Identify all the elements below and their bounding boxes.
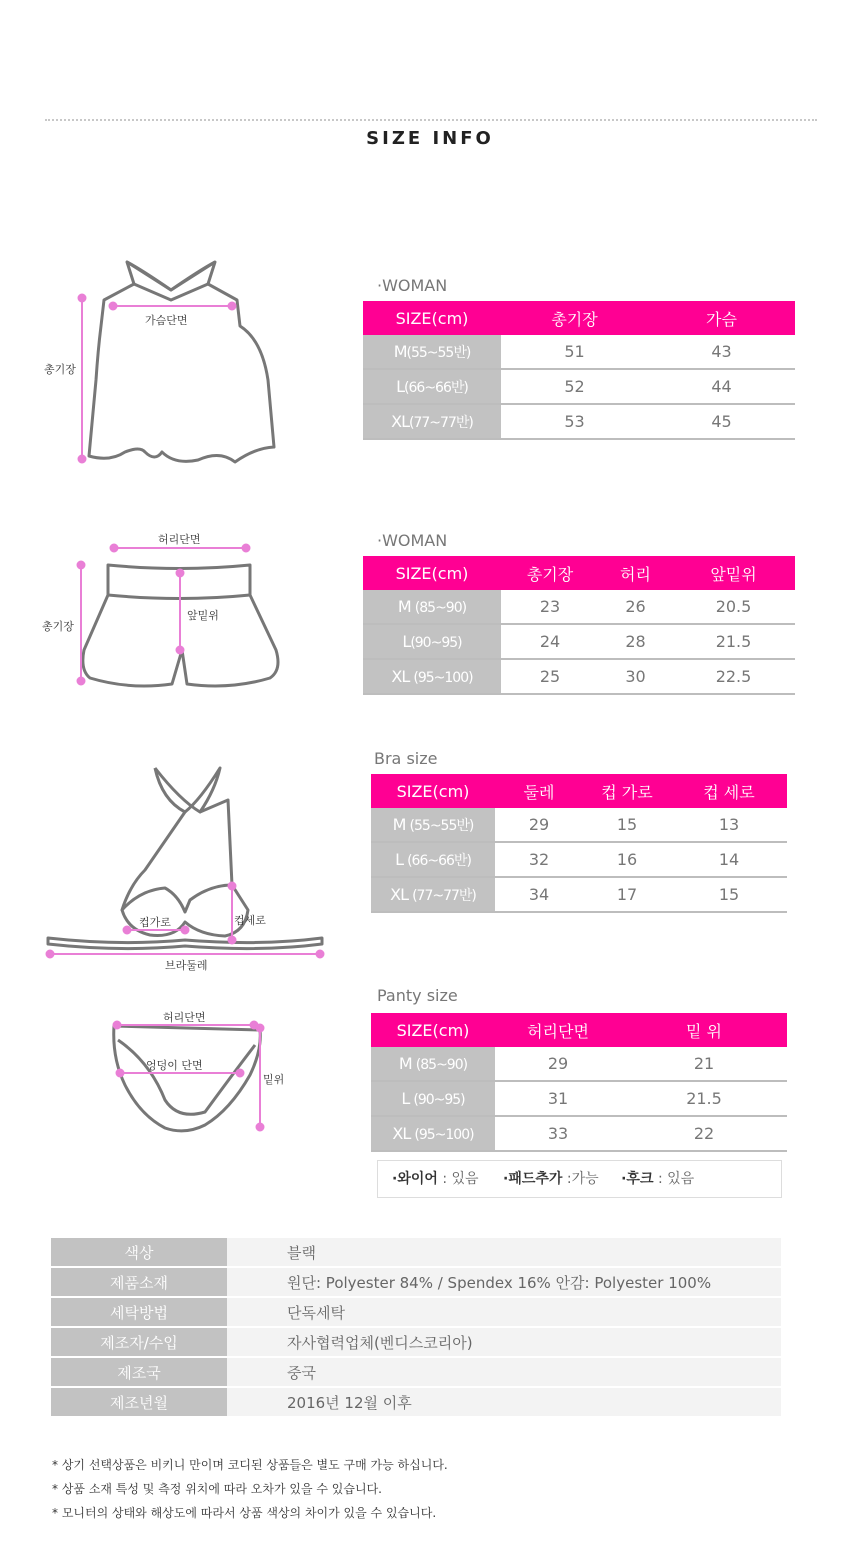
size-table-top <box>363 301 795 440</box>
table-row <box>51 1238 781 1267</box>
value-cell: 16 <box>583 842 671 877</box>
size-table-bra <box>371 774 787 913</box>
value-cell: 43 <box>648 335 795 369</box>
size-label: L(66~66반) <box>363 369 501 404</box>
value-cell: 17 <box>583 877 671 912</box>
value-cell: 31 <box>495 1081 621 1116</box>
value-cell: 22.5 <box>672 659 795 694</box>
value-cell: 29 <box>495 808 583 842</box>
info-value: 2016년 12월 이후 <box>227 1387 781 1417</box>
value-cell: 29 <box>495 1047 621 1081</box>
value-cell: 28 <box>599 624 672 659</box>
table-bra-title: Bra size <box>374 749 438 768</box>
table-header: SIZE(cm) <box>371 1013 495 1047</box>
info-value: 중국 <box>227 1357 781 1387</box>
table-header: 밑 위 <box>621 1013 787 1047</box>
value-cell: 15 <box>583 808 671 842</box>
table-row <box>371 1047 787 1081</box>
table-header: 허리단면 <box>495 1013 621 1047</box>
table-header: SIZE(cm) <box>363 301 501 335</box>
value-cell: 34 <box>495 877 583 912</box>
info-value: 자사협력업체(벤디스코리아) <box>227 1327 781 1357</box>
table-header: 허리 <box>599 556 672 590</box>
info-value: 블랙 <box>227 1238 781 1267</box>
table-header: SIZE(cm) <box>363 556 501 590</box>
note-line: * 상품 소재 특성 및 측정 위치에 따라 오차가 있을 수 있습니다. <box>52 1482 382 1496</box>
panty-rise-label: 밑위 <box>263 1073 285 1086</box>
bra-cup-width-label: 컵가로 <box>139 916 171 929</box>
table-row <box>51 1387 781 1417</box>
value-cell: 13 <box>671 808 787 842</box>
table-header: 컵 세로 <box>671 774 787 808</box>
value-cell: 32 <box>495 842 583 877</box>
info-key: 제조자/수입 <box>51 1327 227 1357</box>
shorts-waist-label: 허리단면 <box>158 533 201 546</box>
size-label: XL(77~77반) <box>363 404 501 439</box>
info-value: 원단: Polyester 84% / Spendex 16% 안감: Polyester 100% <box>227 1267 781 1297</box>
table-row <box>371 842 787 877</box>
hook-value: : 있음 <box>657 1171 695 1187</box>
info-key: 제조국 <box>51 1357 227 1387</box>
value-cell: 25 <box>501 659 599 694</box>
table-row <box>363 335 795 369</box>
pad-label: ·패드추가 <box>503 1171 563 1187</box>
info-key: 색상 <box>51 1238 227 1267</box>
size-label: L (66~66반) <box>371 842 495 877</box>
note-line: * 모니터의 상태와 해상도에 따라서 상품 색상의 차이가 있을 수 있습니다. <box>52 1506 437 1520</box>
bra-illustration <box>48 768 322 949</box>
info-key: 제조년월 <box>51 1387 227 1417</box>
table-row <box>363 369 795 404</box>
value-cell: 33 <box>495 1116 621 1151</box>
info-key: 제품소재 <box>51 1267 227 1297</box>
size-label: M (85~90) <box>371 1047 495 1081</box>
shorts-rise-label: 앞밑위 <box>187 609 219 622</box>
hook-label: ·후크 <box>621 1171 654 1187</box>
table-panty-title: Panty size <box>377 986 458 1005</box>
top-illustration <box>89 262 274 462</box>
table-header: 앞밑위 <box>672 556 795 590</box>
table-header: 총기장 <box>501 556 599 590</box>
size-label: XL (95~100) <box>363 659 501 694</box>
note-line: * 상기 선택상품은 비키니 만이며 코디된 상품들은 별도 구매 가능 하십니다. <box>52 1458 448 1472</box>
value-cell: 30 <box>599 659 672 694</box>
bra-band-label: 브라둘레 <box>165 959 208 972</box>
value-cell: 21 <box>621 1047 787 1081</box>
value-cell: 23 <box>501 590 599 624</box>
table-header: 컵 가로 <box>583 774 671 808</box>
bra-cup-height-label: 컵세로 <box>234 914 266 927</box>
panty-waist-label: 허리단면 <box>163 1011 206 1024</box>
wire-label: ·와이어 <box>392 1171 438 1187</box>
top-length-label: 총기장 <box>44 363 76 376</box>
size-table-panty <box>371 1013 787 1152</box>
options-box <box>377 1160 782 1198</box>
table-header: 둘레 <box>495 774 583 808</box>
info-key: 세탁방법 <box>51 1297 227 1327</box>
shorts-length-label: 총기장 <box>42 620 74 633</box>
value-cell: 26 <box>599 590 672 624</box>
table-row <box>51 1297 781 1327</box>
size-label: L (90~95) <box>371 1081 495 1116</box>
panty-illustration <box>114 1026 261 1131</box>
size-table-shorts <box>363 556 795 695</box>
table-row <box>363 624 795 659</box>
table-row <box>363 590 795 624</box>
table-row <box>363 404 795 439</box>
table-row <box>371 1116 787 1151</box>
table-row <box>363 659 795 694</box>
page-title: SIZE INFO <box>366 128 494 149</box>
product-info-table <box>51 1238 781 1418</box>
table-header: 총기장 <box>501 301 648 335</box>
value-cell: 24 <box>501 624 599 659</box>
size-label: M (85~90) <box>363 590 501 624</box>
size-label: L(90~95) <box>363 624 501 659</box>
table-header: SIZE(cm) <box>371 774 495 808</box>
table-row <box>371 1081 787 1116</box>
notes <box>52 1453 448 1525</box>
table-header: 가슴 <box>648 301 795 335</box>
value-cell: 44 <box>648 369 795 404</box>
info-value: 단독세탁 <box>227 1297 781 1327</box>
table-top-title: ·WOMAN <box>377 276 448 295</box>
value-cell: 51 <box>501 335 648 369</box>
panty-hip-label: 엉덩이 단면 <box>146 1059 203 1072</box>
size-label: XL (95~100) <box>371 1116 495 1151</box>
value-cell: 52 <box>501 369 648 404</box>
top-chest-label: 가슴단면 <box>145 314 188 327</box>
value-cell: 22 <box>621 1116 787 1151</box>
value-cell: 20.5 <box>672 590 795 624</box>
value-cell: 45 <box>648 404 795 439</box>
table-shorts-title: ·WOMAN <box>377 531 448 550</box>
size-label: XL (77~77반) <box>371 877 495 912</box>
value-cell: 21.5 <box>621 1081 787 1116</box>
value-cell: 14 <box>671 842 787 877</box>
table-row <box>51 1357 781 1387</box>
table-row <box>51 1267 781 1297</box>
table-row <box>51 1327 781 1357</box>
value-cell: 15 <box>671 877 787 912</box>
value-cell: 21.5 <box>672 624 795 659</box>
size-label: M(55~55반) <box>363 335 501 369</box>
table-row <box>371 877 787 912</box>
value-cell: 53 <box>501 404 648 439</box>
pad-value: :가능 <box>566 1171 599 1187</box>
wire-value: : 있음 <box>442 1171 479 1187</box>
table-row <box>371 808 787 842</box>
size-label: M (55~55반) <box>371 808 495 842</box>
